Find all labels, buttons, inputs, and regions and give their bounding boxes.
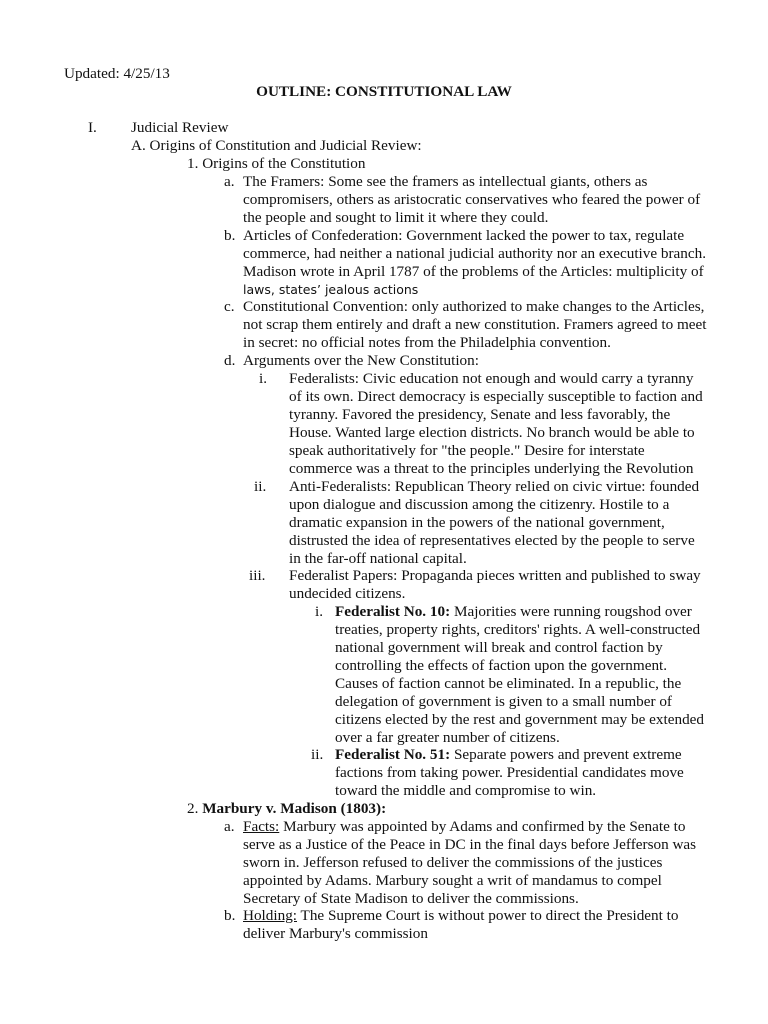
list-marker: iii.	[249, 567, 266, 584]
list-marker: b.	[224, 227, 236, 244]
text-line: in the far-off national capital.	[289, 550, 467, 567]
list-marker: i.	[315, 603, 324, 620]
text-line	[335, 603, 692, 621]
text-line: the people and sought to limit it where they could.	[243, 209, 549, 226]
text-line: over a far greater number of citizens.	[335, 729, 560, 746]
list-marker: ii.	[311, 746, 324, 763]
text-line: upon dialogue and discussion among the citizenry. Hostile to a	[289, 496, 670, 513]
text-line: delegation of government is given to a small number of	[335, 693, 672, 710]
text-line: sworn in. Jefferson refused to deliver the commissions of the justices	[243, 854, 663, 871]
list-marker: a.	[224, 818, 235, 835]
underlined-label: Facts:	[243, 818, 280, 835]
case-name: Marbury v. Madison (1803):	[202, 800, 387, 817]
text-line: Arguments over the New Constitution:	[243, 352, 479, 369]
text-line: distrusted the idea of representatives elected by the people to serve	[289, 532, 695, 549]
text-line: House. Wanted large election districts. No branch would be able to	[289, 424, 695, 441]
text-line: citizens elected by the rest and government may be extended	[335, 711, 704, 728]
text-line: treaties, property rights, creditors' rights. A well-constructed	[335, 621, 701, 638]
text-line: appointed by Adams. Marbury sought a writ of mandamus to compel	[243, 872, 662, 889]
text-line: Causes of faction cannot be eliminated. In a republic, the	[335, 675, 682, 692]
section-number: I.	[88, 119, 97, 136]
text-line: serve as a Justice of the Peace in DC in the final days before Jefferson was	[243, 836, 697, 853]
list-marker: ii.	[254, 478, 267, 495]
text-line	[335, 746, 682, 764]
text-line: in secret: no official notes from the Philadelphia convention.	[243, 334, 611, 351]
text-line: Secretary of State Madison to deliver the commissions.	[243, 890, 579, 907]
text-line: dramatic expansion in the powers of the national government,	[289, 514, 665, 531]
updated-date: Updated: 4/25/13	[64, 65, 170, 82]
text-line: speak authoritatively for "the people." Desire for interstate	[289, 442, 645, 459]
subsection-heading: A. Origins of Constitution and Judicial Review:	[131, 137, 422, 154]
text-line: Federalists: Civic education not enough and would carry a tyranny	[289, 370, 694, 387]
topic-heading: 1. Origins of the Constitution	[187, 155, 366, 172]
bold-term: Federalist No. 10:	[335, 603, 451, 620]
topic-heading	[187, 800, 386, 818]
text-line	[243, 907, 678, 925]
text-line: Constitutional Convention: only authorized to make changes to the Articles,	[243, 298, 705, 315]
text-line: Madison wrote in April 1787 of the problems of the Articles: multiplicity of	[243, 263, 704, 280]
page-title: OUTLINE: CONSTITUTIONAL LAW	[256, 83, 512, 100]
list-marker: 2.	[187, 800, 203, 817]
text-line: laws, states’ jealous actions	[243, 282, 419, 297]
text-line: controlling the effects of faction upon the government.	[335, 657, 668, 674]
text-line: of its own. Direct democracy is especially susceptible to faction and	[289, 388, 703, 405]
list-marker: d.	[224, 352, 236, 369]
list-marker: b.	[224, 907, 236, 924]
text-line: Federalist Papers: Propaganda pieces written and published to sway	[289, 567, 701, 584]
list-marker: c.	[224, 298, 235, 315]
text-line	[243, 818, 685, 836]
text-run: Marbury was appointed by Adams and confirmed by the Senate to	[279, 818, 686, 835]
bold-term: Federalist No. 51:	[335, 746, 451, 763]
section-title: Judicial Review	[131, 119, 229, 136]
text-run: Majorities were running rougshod over	[450, 603, 692, 620]
text-line: Articles of Confederation: Government lacked the power to tax, regulate	[243, 227, 685, 244]
text-line: Anti-Federalists: Republican Theory relied on civic virtue: founded	[289, 478, 700, 495]
text-line: undecided citizens.	[289, 585, 406, 602]
text-line: toward the middle and compromise to win.	[335, 782, 597, 799]
text-line: commerce was a threat to the principles underlying the Revolution	[289, 460, 694, 477]
text-line: commerce, had neither a national judicial authority nor an executive branch.	[243, 245, 707, 262]
text-line: factions from taking power. Presidential candidates move	[335, 764, 684, 781]
list-marker: i.	[259, 370, 268, 387]
underlined-label: Holding:	[243, 907, 298, 924]
text-line: tyranny. Favored the presidency, Senate and less favorably, the	[289, 406, 671, 423]
text-run: Separate powers and prevent extreme	[450, 746, 682, 763]
text-line: deliver Marbury's commission	[243, 925, 428, 942]
text-line: national government will break and control faction by	[335, 639, 663, 656]
text-run: The Supreme Court is without power to direct the President to	[297, 907, 679, 924]
text-line: not scrap them entirely and draft a new constitution. Framers agreed to meet	[243, 316, 707, 333]
list-marker: a.	[224, 173, 235, 190]
text-line: The Framers: Some see the framers as intellectual giants, others as	[243, 173, 648, 190]
text-line: compromisers, others as aristocratic conservatives who feared the power of	[243, 191, 701, 208]
